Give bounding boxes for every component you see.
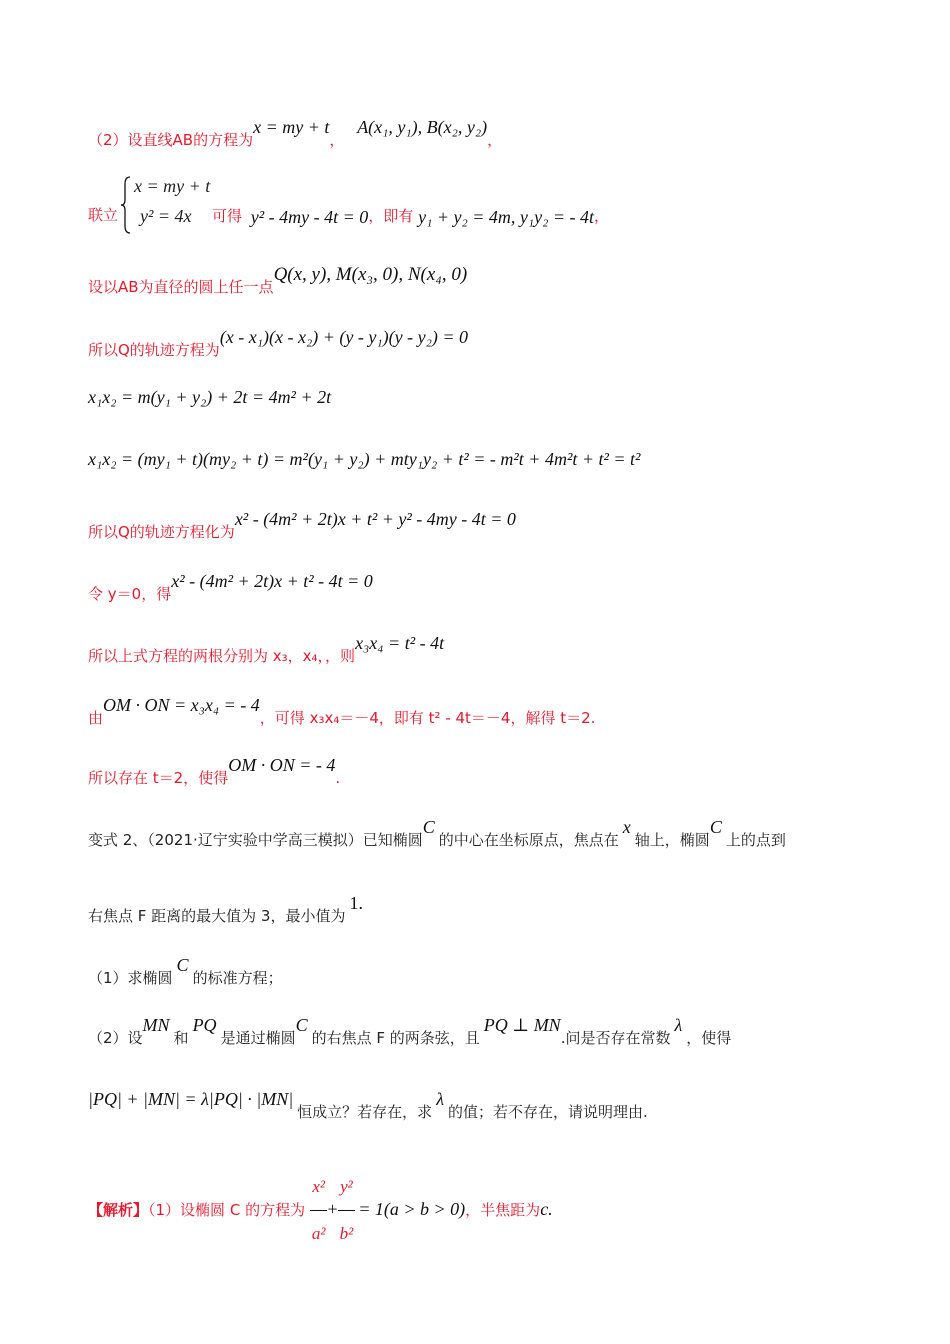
perp-eq: PQ ⊥ MN	[483, 1015, 561, 1035]
question3-line	[88, 1089, 648, 1123]
q2-and: 和	[173, 1029, 189, 1047]
sety-line	[88, 571, 373, 605]
q3-text-a: 恒成立？若存在，求	[297, 1103, 433, 1121]
dot-rest: ，可得 x₃x₄＝－4，即有 t² - 4t＝－4，解得 t＝2.	[259, 709, 596, 727]
variant-text-line2: 右焦点 F 距离的最大值为 3，最小值为	[88, 907, 346, 925]
end-comma: ，	[594, 207, 610, 225]
points-qmn: Q(x, y), M(x₃, 0), N(x₄, 0)	[273, 264, 468, 285]
points-ab: A(x₁, y₁), B(x₂, y₂)	[357, 117, 488, 137]
vieta-eq: y₁ + y₂ = 4m, y₁y₂ = - 4t	[418, 207, 595, 227]
frac-den: a²	[311, 1224, 326, 1243]
exists-text: 所以存在 t＝2，使得	[88, 769, 229, 787]
locus1-eq: (x - x₁)(x - x₂) + (y - y₁)(y - y₂) = 0	[219, 327, 468, 347]
q3-text-b: 的值；若不存在，请说明理由.	[447, 1103, 648, 1121]
question1-line	[88, 955, 283, 989]
chord-mn: MN	[142, 1015, 170, 1035]
comma: ，	[329, 131, 345, 149]
joint-result-line	[212, 204, 609, 227]
q1-text-a: （1）求椭圆	[88, 969, 173, 987]
variant-line1	[88, 817, 786, 851]
system-eq-1: x = my + t	[134, 176, 211, 196]
circle-line	[88, 264, 468, 298]
exists-end: .	[335, 769, 341, 787]
fraction-y	[338, 1164, 356, 1257]
part2-line	[88, 117, 503, 151]
dot-line	[88, 695, 596, 729]
then-text: ，即有	[368, 207, 414, 225]
question2-line	[88, 1015, 732, 1049]
q2-text-e: ，使得	[686, 1029, 732, 1047]
roots-text: 所以上式方程的两根分别为 x₃，x₄，，则	[88, 647, 356, 665]
roots-line	[88, 633, 445, 667]
frac-num: x²	[310, 1164, 328, 1211]
exists-line	[88, 755, 341, 789]
var-c: C	[295, 1015, 308, 1035]
variant-line2	[88, 893, 363, 927]
plus-sign: +	[327, 1199, 338, 1219]
variant-text-b: 的中心在坐标原点，焦点在	[438, 831, 619, 849]
circle-text: 设以AB为直径的圆上任一点	[88, 278, 274, 296]
system-brace	[120, 176, 132, 234]
min-value: 1.	[349, 893, 363, 913]
abs-eq: |PQ| + |MN| = λ|PQ| · |MN|	[88, 1089, 294, 1109]
x1x2-eq-b: x₁x₂ = (my₁ + t)(my₂ + t) = m²(y₁ + y₂) + mty₁y₂ + t² = - m²t + 4m²t + t² = t²	[88, 449, 641, 469]
solution-line	[88, 1164, 553, 1257]
lambda-symbol: λ	[436, 1089, 444, 1109]
q2-text-a: （2）设	[88, 1029, 143, 1047]
frac-num: y²	[338, 1164, 356, 1211]
var-x: x	[622, 817, 631, 837]
sety-eq: x² - (4m² + 2t)x + t² - 4t = 0	[171, 571, 373, 591]
chord-pq: PQ	[192, 1015, 217, 1035]
comma: ，	[487, 131, 503, 149]
frac-den: b²	[339, 1224, 354, 1243]
x1x2-eq-a: x₁x₂ = m(y₁ + y₂) + 2t = 4m² + 2t	[88, 387, 332, 407]
ellipse-condition: = 1(a > b > 0)	[358, 1199, 466, 1219]
locus2-line	[88, 509, 516, 543]
variant-text-d: 上的点到	[725, 831, 786, 849]
q2-text-d: .问是否存在常数	[560, 1029, 671, 1047]
locus1-line	[88, 327, 468, 361]
q2-text-b: 是通过椭圆	[220, 1029, 296, 1047]
var-c: C	[422, 817, 435, 837]
semi-focal-text: ，半焦距为	[465, 1201, 541, 1219]
dot-by: 由	[88, 709, 104, 727]
lambda-symbol: λ	[674, 1015, 683, 1035]
sety-text: 令 y＝0，得	[88, 585, 172, 603]
var-c-lower: c.	[540, 1199, 553, 1219]
quadratic-y: y² - 4my - 4t = 0	[250, 207, 369, 227]
locus2-eq: x² - (4m² + 2t)x + t² + y² - 4my - 4t = 0	[234, 509, 516, 529]
eq-line-ab: x = my + t	[253, 117, 330, 137]
exists-eq: OM · ON = - 4	[228, 755, 336, 775]
joint-label: 联立	[88, 206, 119, 224]
variant-text-a: 变式 2、（2021·辽宁实验中学高三模拟）已知椭圆	[88, 831, 423, 849]
fraction-x	[310, 1164, 328, 1257]
var-c: C	[176, 955, 189, 975]
dot-eq: OM · ON = x₃x₄ = - 4	[103, 695, 260, 715]
variant-text-c: 轴上，椭圆	[634, 831, 710, 849]
part2-intro: （2）设直线AB的方程为	[88, 131, 254, 149]
q2-text-c: 的右焦点 F 的两条弦，且	[311, 1029, 480, 1047]
var-c: C	[709, 817, 722, 837]
roots-eq: x₃x₄ = t² - 4t	[355, 633, 445, 653]
locus2-text: 所以Q的轨迹方程化为	[88, 523, 235, 541]
solution-tag: 【解析】	[88, 1201, 149, 1219]
system-eq-2: y² = 4x	[140, 206, 192, 226]
solution-text: （1）设椭圆 C 的方程为	[148, 1201, 306, 1219]
get-text: 可得	[212, 207, 243, 225]
locus1-text: 所以Q的轨迹方程为	[88, 341, 220, 359]
q1-text-b: 的标准方程；	[192, 969, 283, 987]
